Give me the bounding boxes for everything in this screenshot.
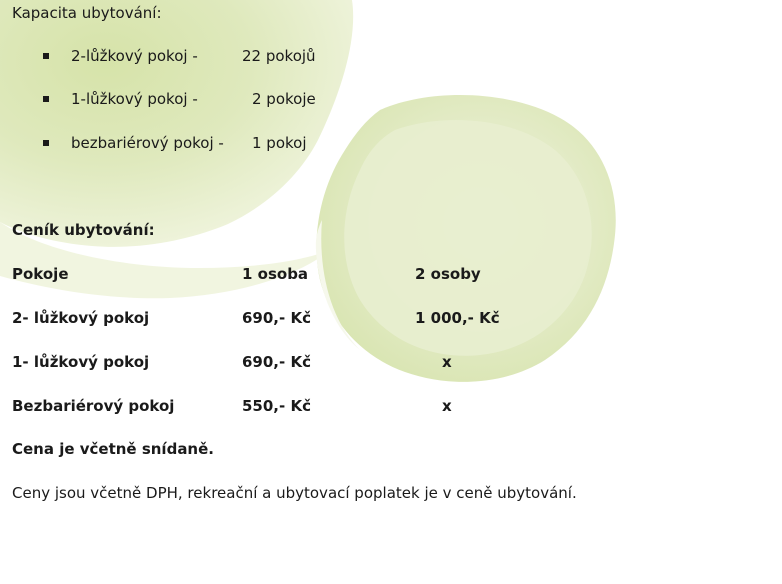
capacity-item-type: 1-lůžkový pokoj - (71, 90, 198, 108)
price-row-one: 550,- Kč (242, 397, 311, 415)
price-row-room: Bezbariérový pokoj (12, 397, 175, 415)
price-row-room: 2- lůžkový pokoj (12, 309, 150, 327)
price-row-room: 1- lůžkový pokoj (12, 353, 150, 371)
price-row-one: 690,- Kč (242, 353, 311, 371)
price-row-two: x (442, 353, 452, 371)
price-row-two: x (442, 397, 452, 415)
breakfast-note: Cena je včetně snídaně. (12, 440, 214, 458)
vat-note: Ceny jsou včetně DPH, rekreační a ubytovací poplatek je v ceně ubytování. (12, 484, 577, 502)
column-header-one-person: 1 osoba (242, 265, 309, 283)
capacity-item-count: 2 pokoje (252, 90, 316, 108)
bullet-icon (43, 140, 49, 146)
capacity-item-type: bezbariérový pokoj - (71, 134, 224, 152)
price-row-one: 690,- Kč (242, 309, 311, 327)
capacity-item-type: 2-lůžkový pokoj - (71, 47, 198, 65)
price-row-two: 1 000,- Kč (415, 309, 500, 327)
pricelist-heading: Ceník ubytování: (12, 221, 155, 239)
column-header-two-persons: 2 osoby (415, 265, 481, 283)
capacity-item-count: 1 pokoj (252, 134, 307, 152)
capacity-item-count: 22 pokojů (242, 47, 316, 65)
column-header-rooms: Pokoje (12, 265, 69, 283)
bullet-icon (43, 53, 49, 59)
capacity-heading: Kapacita ubytování: (12, 4, 162, 22)
bullet-icon (43, 96, 49, 102)
